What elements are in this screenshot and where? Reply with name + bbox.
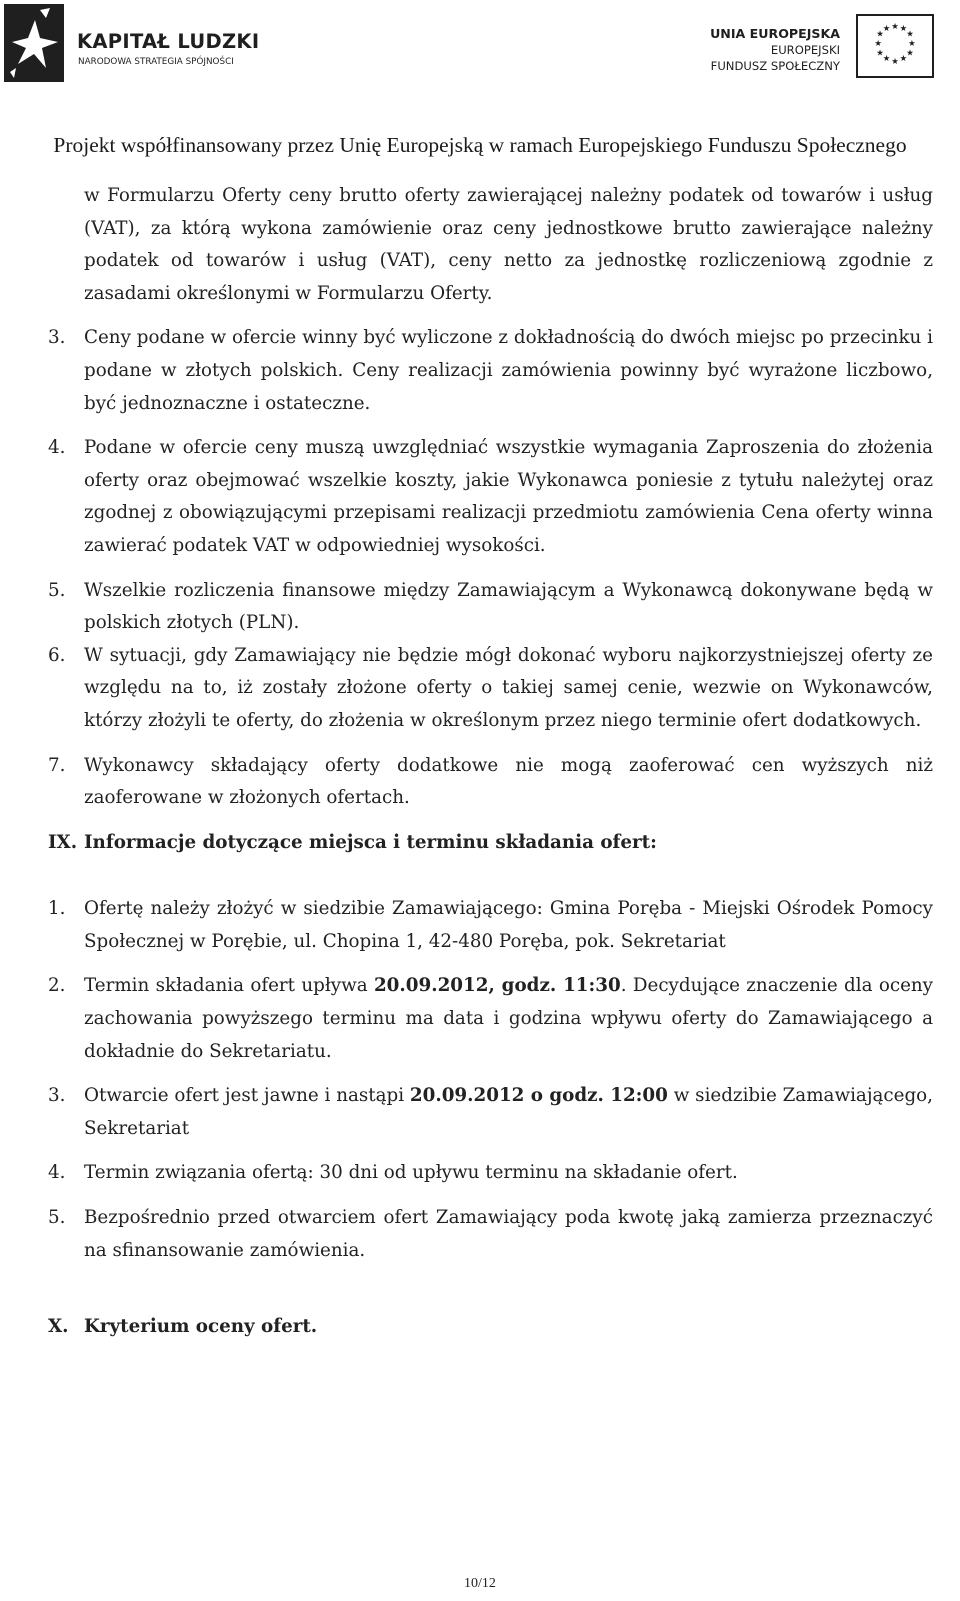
svg-text:★: ★ <box>882 23 891 33</box>
section-number: IX. <box>48 831 78 853</box>
svg-text:★: ★ <box>876 47 884 58</box>
svg-text:★: ★ <box>874 38 882 48</box>
list-item <box>48 970 933 1068</box>
eu-logo-line3: FUNDUSZ SPOŁECZNY <box>710 59 840 73</box>
page-number: 10/12 <box>464 1576 496 1591</box>
eu-flag-icon <box>856 14 934 78</box>
logo-title: KAPITAŁ LUDZKI <box>77 30 260 53</box>
cofinancing-note: Projekt współfinansowany przez Unię Europejską w ramach Europejskiego Funduszu Społecznego <box>53 133 907 157</box>
item-number: 7. <box>48 754 66 776</box>
svg-text:★: ★ <box>899 53 908 63</box>
section-heading-ix <box>48 827 933 860</box>
intro-paragraph: w Formularzu Oferty ceny brutto oferty zawierającej należny podatek od towarów i usług (VAT), za którą wykona zamówienie oraz ceny jednostkowe brutto zawierające należny podatek od towarów i usług (VAT), ceny netto za jednostkę rozliczeniową zgodnie z zasadami określonymi w Formularzu Oferty. <box>84 185 933 304</box>
list-item <box>48 1157 933 1190</box>
item-number: 5. <box>48 579 66 601</box>
list-item <box>48 322 933 420</box>
kapital-ludzki-logo <box>0 0 300 96</box>
opening-datetime: 20.09.2012 o godz. 12:00 <box>409 1085 668 1107</box>
item-number: 4. <box>48 437 66 459</box>
svg-text:★: ★ <box>899 23 908 33</box>
item-number: 3. <box>48 1085 66 1107</box>
item-text-post: w siedzibie Zamawiającego, Sekretariat <box>84 1085 933 1139</box>
eu-logo-text <box>710 26 840 74</box>
section-heading-x <box>48 1311 933 1344</box>
svg-text:★: ★ <box>906 28 914 39</box>
item-number: 2. <box>48 975 66 997</box>
list-item <box>48 432 933 562</box>
eu-logo-line2: EUROPEJSKI <box>770 43 840 57</box>
svg-text:★: ★ <box>876 28 884 39</box>
item-text: Podane w ofercie ceny muszą uwzględniać wszystkie wymagania Zaproszenia do złożenia oferty oraz obejmować wszelkie koszty, jakie Wykonawca poniesie z tytułu należytej oraz zgodnej z obowiązującymi przepisami realizacji przedmiotu zamówienia Cena oferty winna zawierać podatek VAT w odpowiedniej wysokości. <box>84 437 933 556</box>
item-text: Ofertę należy złożyć w siedzibie Zamawiającego: Gmina Poręba - Miejski Ośrodek Pomocy Społecznej w Porębie, ul. Chopina 1, 42-480 Poręba, pok. Sekretariat <box>84 898 933 952</box>
svg-text:★: ★ <box>891 21 899 32</box>
item-number: 6. <box>48 644 66 666</box>
list-item <box>48 750 933 815</box>
item-text: Termin związania ofertą: 30 dni od upływu terminu na składanie ofert. <box>84 1162 738 1184</box>
list-item <box>48 893 933 958</box>
item-text-pre: Termin składania ofert upływa <box>84 975 374 997</box>
item-number: 1. <box>48 898 66 920</box>
item-text: Ceny podane w ofercie winny być wyliczone z dokładnością do dwóch miejsc po przecinku i podane w złotych polskich. Ceny realizacji zamówienia powinny być wyrażone liczbowo, być jednoznaczne i ostateczne. <box>84 327 933 414</box>
item-number: 3. <box>48 327 66 349</box>
item-text: W sytuacji, gdy Zamawiający nie będzie mógł dokonać wyboru najkorzystniejszej oferty ze względu na to, iż zostały złożone oferty o takiej samej cenie, wezwie on Wykonawców, którzy złożyli te oferty, do złożenia w określonym przez niego terminie ofert dodatkowych. <box>84 644 933 731</box>
list-item <box>48 1080 933 1145</box>
item-number: 4. <box>48 1162 66 1184</box>
section-title: Kryterium oceny ofert. <box>84 1316 318 1338</box>
eu-logo <box>660 0 960 96</box>
kapital-ludzki-star-icon <box>2 2 68 84</box>
item-text-post: . Decydujące znaczenie dla oceny zachowania powyższego terminu ma data i godzina wpływu oferty do Zamawiającego a dokładnie do Sekretariatu. <box>84 975 933 1062</box>
item-text: Bezpośrednio przed otwarciem ofert Zamawiający poda kwotę jaką zamierza przeznaczyć na sfinansowanie zamówienia. <box>84 1207 933 1261</box>
item-text: Wykonawcy składający oferty dodatkowe nie mogą zaoferować cen wyższych niż zaoferowane w złożonych ofertach. <box>84 754 933 809</box>
svg-text:★: ★ <box>882 53 891 63</box>
section-number: X. <box>48 1316 69 1338</box>
item-text: Wszelkie rozliczenia finansowe między Zamawiającym a Wykonawcą dokonywane będą w polskich złotych (PLN). <box>84 579 933 634</box>
list-item <box>48 640 933 738</box>
list-item <box>48 575 933 640</box>
svg-text:★: ★ <box>906 47 914 58</box>
svg-text:★: ★ <box>908 38 916 48</box>
item-number: 5. <box>48 1207 66 1229</box>
svg-text:★: ★ <box>891 55 899 66</box>
eu-logo-line1: UNIA EUROPEJSKA <box>710 26 840 41</box>
document-body <box>48 180 933 1344</box>
logo-subtitle: NARODOWA STRATEGIA SPÓJNOŚCI <box>78 57 234 67</box>
section-title: Informacje dotyczące miejsca i terminu składania ofert: <box>84 831 657 853</box>
item-text-pre: Otwarcie ofert jest jawne i nastąpi <box>84 1085 410 1107</box>
list-item <box>48 1202 933 1267</box>
deadline-datetime: 20.09.2012, godz. 11:30 <box>373 975 621 997</box>
